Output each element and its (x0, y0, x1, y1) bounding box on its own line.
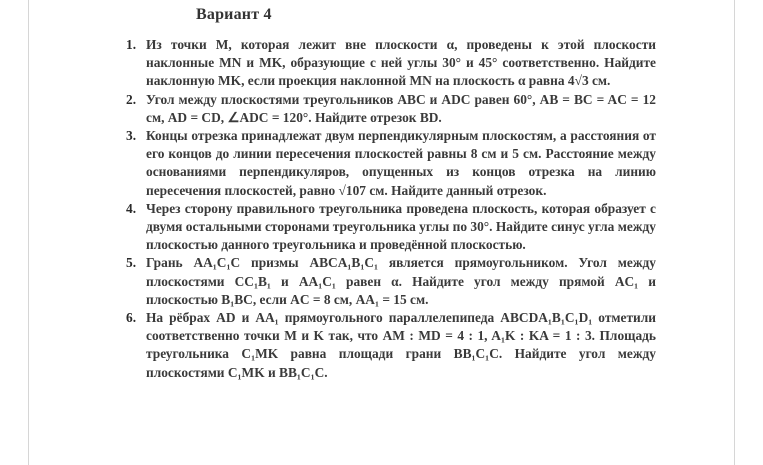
variant-title: Вариант 4 (196, 6, 272, 23)
problem-2 (120, 91, 656, 127)
left-border-line (28, 0, 29, 465)
problem-text: На рёбрах AD и AA₁ прямоугольного параллелепипеда ABCDA₁B₁C₁D₁ отметили соответственно точки M и K так, что AM : MD = 4 : 1, A₁K : KA = 1 : 3. Площадь треугольника C₁MK равна площади грани BB₁C₁C. Найдите угол между плоскостями C₁MK и BB₁C₁C. (146, 310, 656, 380)
problem-list (120, 36, 656, 382)
problem-text: Через сторону правильного треугольника проведена плоскость, которая образует с двумя остальными сторонами треугольника углы по 30°. Найдите синус угла между плоскостью данного треугольника и проведённой плоскостью. (146, 200, 656, 253)
problem-number: 3. (126, 128, 137, 144)
problem-5 (120, 254, 656, 309)
problem-number: 6. (126, 310, 137, 326)
right-border-line (734, 0, 735, 465)
problem-text: Концы отрезка принадлежат двум перпендикулярным плоскостям, а расстояния от его концов до линии пересечения плоскостей равны 8 см и 5 см. Расстояние между основаниями перпендикуляров, опущенных из концов отрезка на линию пересечения плоскостей, равно √107 см. Найдите данный отрезок. (146, 128, 656, 198)
problem-4 (120, 200, 656, 255)
problem-1 (120, 36, 656, 91)
problem-text: Из точки M, которая лежит вне плоскости α, проведены к этой плоскости наклонные MN и MK, образующие с ней углы 30° и 45° соответственно. Найдите наклонную MK, если проекция наклонной MN на плоскость α равна 4√3 см. (146, 37, 656, 89)
problem-number: 4. (126, 200, 137, 216)
problem-3 (120, 127, 656, 200)
problem-number: 1. (126, 37, 137, 52)
problem-6 (120, 309, 656, 382)
problem-text: Угол между плоскостями треугольников ABC и ADC равен 60°, AB = BC = AC = 12 см, AD = CD, ∠ADC = 120°. Найдите отрезок BD. (146, 91, 656, 125)
problem-number: 5. (126, 255, 137, 271)
problem-text: Грань AA₁C₁C призмы ABCA₁B₁C₁ является прямоугольником. Угол между плоскостями CC₁B₁ и AA₁C₁ равен α. Найдите угол между прямой AC₁ и плоскостью B₁BC, если AC = 8 см, AA₁ = 15 см. (146, 255, 656, 307)
problem-number: 2. (126, 91, 137, 107)
